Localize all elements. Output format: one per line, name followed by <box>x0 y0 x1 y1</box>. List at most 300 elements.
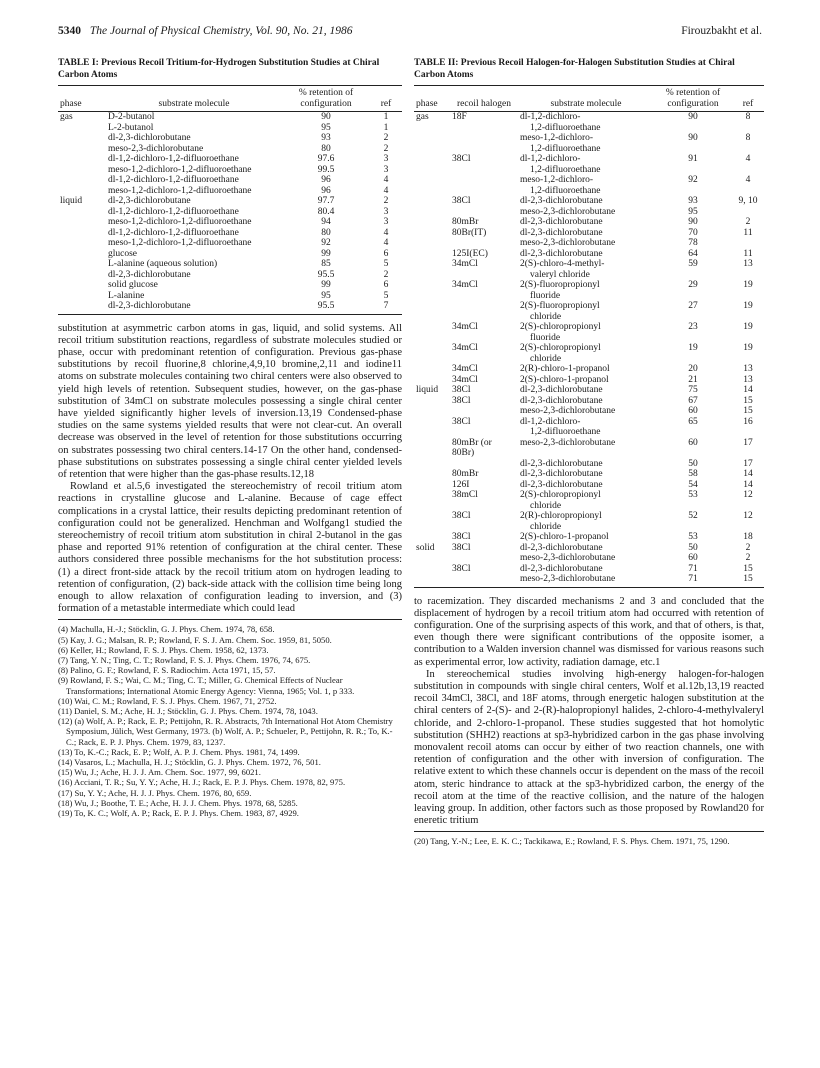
cell-substrate <box>518 438 654 459</box>
cell-substrate <box>518 249 654 260</box>
cell-retention: 95.5 <box>282 301 370 314</box>
table-row <box>414 396 764 407</box>
cell-ref: 1 <box>383 122 389 133</box>
cell-phase <box>58 259 106 270</box>
reference-entry: (18) Wu, J.; Boothe, T. E.; Ache, H. J. J. Chem. Phys. 1978, 68, 5285. <box>58 797 298 808</box>
cell-ref: 6 <box>383 280 389 290</box>
substrate-line: dl-1,2-dichloro- <box>520 416 581 427</box>
substrate-line: 2(S)-fluoropropionyl <box>520 301 600 311</box>
cell-retention: 95 <box>321 290 331 301</box>
table-row <box>58 249 402 260</box>
substrate-line: 2(S)-fluoropropionyl <box>520 280 600 290</box>
substrate-line: dl-2,3-dichlorobutane <box>520 385 603 395</box>
cell-ref: 9, 10 <box>738 196 758 206</box>
cell-retention: 99 <box>321 280 331 290</box>
table-row <box>58 112 402 123</box>
substrate-line: dl-2,3-dichlorobutane <box>520 469 603 479</box>
cell-substrate: dl-1,2-dichloro-1,2-difluoroethane <box>108 227 239 238</box>
table-row <box>414 364 764 375</box>
cell-substrate: dl-2,3-dichlorobutane <box>108 196 191 206</box>
substrate-line-cont: chloride <box>530 311 562 322</box>
table-row <box>58 175 402 186</box>
cell-retention: 95.5 <box>317 269 335 280</box>
cell-retention: 80 <box>321 227 331 238</box>
cell-phase <box>414 459 450 470</box>
table-row <box>414 375 764 386</box>
substrate-line: 2(R)-chloropropionyl <box>520 511 602 521</box>
substrate-line: dl-2,3-dichlorobutane <box>520 227 603 238</box>
cell-phase <box>58 217 106 228</box>
substrate-line: 2(S)-chloropropionyl <box>520 343 601 353</box>
cell-phase <box>58 301 106 314</box>
substrate-line: meso-2,3-dichlorobutane <box>520 574 616 584</box>
cell-ref: 16 <box>743 416 753 427</box>
cell-retention: 97.6 <box>317 154 335 164</box>
cell-ref: 12 <box>743 511 753 521</box>
cell-phase <box>58 280 106 291</box>
table-row <box>58 301 402 314</box>
cell-ref: 3 <box>383 217 389 227</box>
substrate-line: dl-2,3-dichlorobutane <box>520 542 603 553</box>
cell-retention: 96 <box>321 185 331 196</box>
cell-ref: 11 <box>743 248 753 259</box>
cell-substrate <box>518 217 654 228</box>
cell-ref: 15 <box>743 563 753 574</box>
left-column <box>58 58 402 818</box>
running-header-authors: Firouzbakht et al. <box>681 25 762 37</box>
cell-retention: 71 <box>654 574 732 587</box>
cell-phase <box>58 249 106 260</box>
cell-halogen <box>450 406 518 417</box>
cell-halogen <box>450 207 518 218</box>
cell-retention: 70 <box>688 227 698 238</box>
cell-phase: liquid <box>60 196 83 206</box>
t1-header-substrate: substrate molecule <box>106 86 282 112</box>
paragraph: In stereochemical studies involving high-energy halogen-for-halogen substitution in compounds with single chiral centers, Wolf et al.12b,13,19 reacted recoil 34mCl, 38Cl, and 18F atoms, through energetic halogen substitution at the chiral centers of 2-(S)- and 2-(R)-halopropionyl halides, 2-chloro-4-methylvaleryl chloride, and 2-chloro-1-propanol. These studies suggested that hot homolytic substitution (SHH2) reactions at sp3-hybridized carbon in the gas phase involving monovalent recoil atoms can occur by either of two reaction channels, one with retention of configuration and the other with inversion of configuration. The relative extent to which these channels occur is dependent on the mass of the recoil atom, steric hindrance to attack at the sp3-hybridized carbon, the energy of the recoil atom at the time of the reactive collision, and the nature of the halogen leaving group. In addition, other factors such as those proposed by Rowland20 for eneretic tritium <box>414 668 764 827</box>
cell-substrate <box>518 259 654 280</box>
substrate-line: 2(S)-chloro-4-methyl- <box>520 259 605 269</box>
cell-retention: 60 <box>688 553 698 563</box>
cell-substrate <box>518 228 654 239</box>
substrate-line: 2(S)-chloropropionyl <box>520 322 601 332</box>
cell-retention: 92 <box>688 175 698 185</box>
cell-substrate: L-2-butanol <box>108 122 154 133</box>
cell-phase: solid <box>416 542 435 553</box>
reference-entry: (7) Tang, Y. N.; Ting, C. T.; Rowland, F. S. J. Phys. Chem. 1976, 74, 675. <box>58 654 311 665</box>
substrate-line: meso-2,3-dichlorobutane <box>520 238 616 248</box>
table-row <box>58 280 402 291</box>
cell-phase <box>414 175 450 196</box>
cell-ref: 11 <box>743 227 753 238</box>
table-row <box>414 532 764 543</box>
cell-phase <box>414 553 450 564</box>
table-row <box>414 417 764 438</box>
cell-substrate <box>518 238 654 249</box>
cell-substrate: meso-1,2-dichloro-1,2-difluoroethane <box>108 185 252 196</box>
cell-retention: 99 <box>321 248 331 259</box>
t2-header-ref: ref <box>732 86 764 112</box>
table-row <box>58 217 402 228</box>
table-row <box>414 564 764 575</box>
cell-ref: 17 <box>743 458 753 469</box>
table-row <box>58 207 402 218</box>
table-row <box>58 270 402 281</box>
cell-phase: liquid <box>416 385 439 395</box>
substrate-line-cont: 1,2-difluoroethane <box>530 164 601 175</box>
t2-header-halogen: recoil halogen <box>450 86 518 112</box>
cell-retention: 75 <box>688 385 698 395</box>
substrate-line: dl-2,3-dichlorobutane <box>520 196 603 206</box>
substrate-line: meso-2,3-dichlorobutane <box>520 437 616 448</box>
cell-halogen: 34mCl <box>452 259 478 269</box>
cell-substrate <box>518 364 654 375</box>
substrate-line-cont: chloride <box>530 521 562 532</box>
cell-phase <box>414 217 450 228</box>
paragraph: to racemization. They discarded mechanisms 2 and 3 and concluded that the displacement of hydrogen by a recoil tritium atom had occurred with retention of configuration. One of the surprising aspects of this work, and that of others, is that, even though there were significant contributions of the opposite isomer, a contribution to a Walden inversion channel was dismissed for various reasons such as experimental error, low activity, radiation damage, etc.1 <box>414 595 764 668</box>
substrate-line: dl-1,2-dichloro- <box>520 154 581 164</box>
table-row <box>414 228 764 239</box>
cell-retention: 64 <box>688 248 698 259</box>
cell-substrate: dl-2,3-dichlorobutane <box>108 133 191 143</box>
cell-substrate <box>518 112 654 134</box>
cell-ref: 4 <box>383 238 389 248</box>
cell-retention: 93 <box>688 196 698 206</box>
cell-retention: 59 <box>688 259 698 269</box>
t1-header-ref: ref <box>370 86 402 112</box>
cell-phase <box>58 207 106 218</box>
cell-halogen: 34mCl <box>452 364 478 374</box>
cell-halogen: 38Cl <box>452 154 471 164</box>
cell-ref: 12 <box>743 490 753 500</box>
t1-header-retention: % retention of configuration <box>282 86 370 112</box>
table-row <box>414 196 764 207</box>
cell-ref: 15 <box>743 406 753 416</box>
cell-halogen <box>450 301 518 322</box>
cell-halogen: 80mBr <box>452 217 479 227</box>
cell-ref: 19 <box>743 301 753 311</box>
cell-halogen: 125I(EC) <box>452 248 488 259</box>
cell-halogen: 80mBr (or 80Br) <box>452 437 492 458</box>
cell-phase <box>414 280 450 301</box>
cell-phase <box>414 417 450 438</box>
cell-retention: 97.7 <box>317 196 335 206</box>
table-row <box>414 249 764 260</box>
cell-ref: 3 <box>383 164 389 175</box>
substrate-line-cont: 1,2-difluoroethane <box>530 122 601 133</box>
table2 <box>414 85 764 588</box>
cell-phase <box>414 207 450 218</box>
cell-phase <box>414 301 450 322</box>
page-number: 5340 <box>58 25 81 37</box>
reference-entry: (12) (a) Wolf, A. P.; Rack, E. P.; Pettijohn, R. R. Abstracts, 7th International Hot Atom Chemistry Symposium, Jülich, West Germany, 1973. (b) Wolf, A. P.; Schueler, P., Pettijohn, R. R.; To, K.-C.; Rack, E. P. J. Phys. Chem. 1979, 83, 1237. <box>58 716 393 747</box>
cell-ref: 1 <box>383 112 389 122</box>
table-row <box>414 511 764 532</box>
cell-ref: 2 <box>383 133 389 143</box>
cell-phase <box>414 364 450 375</box>
substrate-line: meso-2,3-dichlorobutane <box>520 553 616 563</box>
cell-phase <box>414 154 450 175</box>
cell-retention: 21 <box>688 374 698 385</box>
cell-substrate <box>518 154 654 175</box>
table-row <box>58 291 402 302</box>
cell-substrate <box>518 301 654 322</box>
table-row <box>58 165 402 176</box>
cell-ref: 2 <box>383 196 389 206</box>
substrate-line: 2(S)-chloro-1-propanol <box>520 374 609 385</box>
cell-substrate <box>518 574 654 587</box>
cell-substrate: D-2-butanol <box>108 112 155 122</box>
cell-substrate: meso-1,2-dichloro-1,2-difluoroethane <box>108 238 252 248</box>
cell-retention: 29 <box>688 280 698 290</box>
cell-phase <box>58 133 106 144</box>
cell-halogen: 38Cl <box>452 416 471 427</box>
substrate-line-cont: fluoride <box>530 332 561 343</box>
right-body-text <box>414 596 764 828</box>
cell-halogen: 38mCl <box>452 490 478 500</box>
cell-phase <box>58 228 106 239</box>
paragraph: substitution at asymmetric carbon atoms in gas, liquid, and solid systems. All recoil tritium substitution reactions, regardless of substrate molecules studied or phase, occur with predominant retention of configuration. Previous gas-phase substitutions by recoil fluorine,8 chlorine,4,9,10 bromine,2,11 and iodine11 atoms on substrate molecules containing two chiral centers were also observed to yield high levels of retention. Subsequent studies, however, on the gas-phase substitution of 34mCl on substrate molecules possessing a single chiral center have yielded significantly higher levels of inversion.13,19 Condensed-phase studies on the same systems yielded results that were not clear-cut. An overall decrease was observed in the level of retention for those substitutions occurring on substrates possessing two chiral centers.14-17 On the other hand, condensed-phase substitutions on substrates possessing a single chiral center yielded levels of retention that were higher than the gas-phase results.12,18 <box>58 322 402 480</box>
cell-substrate: dl-1,2-dichloro-1,2-difluoroethane <box>108 175 239 185</box>
substrate-line: meso-1,2-dichloro- <box>520 175 594 185</box>
reference-entry: (8) Palino, G. F.; Rowland, F. S. Radiochim. Acta 1971, 15, 57. <box>58 665 276 676</box>
cell-retention: 53 <box>688 490 698 500</box>
cell-ref: 2 <box>745 217 751 227</box>
cell-retention: 90 <box>688 217 698 227</box>
cell-phase <box>414 490 450 511</box>
cell-substrate: dl-1,2-dichloro-1,2-difluoroethane <box>108 206 239 217</box>
footnote-references <box>58 619 402 818</box>
cell-retention: 23 <box>688 322 698 332</box>
footnote-references <box>414 831 764 846</box>
cell-retention: 60 <box>688 406 698 416</box>
cell-substrate: meso-1,2-dichloro-1,2-difluoroethane <box>108 217 252 227</box>
t2-header-phase: phase <box>414 86 450 112</box>
cell-ref: 2 <box>745 542 751 553</box>
cell-halogen <box>450 175 518 196</box>
table-row <box>414 154 764 175</box>
table-row <box>58 154 402 165</box>
cell-retention: 90 <box>688 112 698 122</box>
cell-phase <box>414 375 450 386</box>
cell-substrate: glucose <box>108 248 138 259</box>
cell-phase <box>58 291 106 302</box>
cell-retention: 95 <box>688 206 698 217</box>
substrate-line: dl-2,3-dichlorobutane <box>520 248 603 259</box>
cell-phase <box>414 196 450 207</box>
table2-body <box>414 112 764 588</box>
cell-ref: 14 <box>743 479 753 490</box>
cell-ref: 14 <box>743 385 753 395</box>
table-row <box>414 207 764 218</box>
substrate-line: dl-2,3-dichlorobutane <box>520 563 603 574</box>
reference-entry: (9) Rowland, F. S.; Wai, C. M.; Ting, C. T.; Miller, G. Chemical Effects of Nuclear Transformations; International Atomic Energy Agency: Vienna, 1965; Vol. 1, p 333. <box>58 675 355 696</box>
substrate-line: dl-2,3-dichlorobutane <box>520 479 603 490</box>
cell-substrate: meso-1,2-dichloro-1,2-difluoroethane <box>108 164 252 175</box>
substrate-line-cont: valeryl chloride <box>530 269 590 280</box>
cell-ref: 3 <box>383 154 389 164</box>
cell-retention: 19 <box>688 343 698 353</box>
substrate-line: meso-1,2-dichloro- <box>520 133 594 143</box>
cell-phase <box>58 270 106 281</box>
reference-entry: (14) Vasaros, L.; Machulla, H. J.; Stöcklin, G. J. Phys. Chem. 1972, 76, 501. <box>58 757 321 768</box>
reference-entry: (6) Keller, H.; Rowland, F. S. J. Phys. Chem. 1958, 62, 1373. <box>58 644 269 655</box>
cell-halogen <box>450 133 518 154</box>
cell-substrate <box>518 196 654 207</box>
cell-ref: 8 <box>745 112 751 122</box>
cell-retention: 50 <box>688 458 698 469</box>
cell-retention: 52 <box>688 511 698 521</box>
cell-retention: 94 <box>321 217 331 227</box>
cell-phase <box>58 165 106 176</box>
cell-phase <box>58 175 106 186</box>
cell-phase <box>414 469 450 480</box>
substrate-line-cont: 1,2-difluoroethane <box>530 427 601 437</box>
reference-entry: (19) To, K. C.; Wolf, A. P.; Rack, E. P. J. Phys. Chem. 1983, 87, 4929. <box>58 808 299 819</box>
cell-substrate <box>518 511 654 532</box>
cell-halogen: 80Br(IT) <box>452 227 487 238</box>
table-row <box>58 228 402 239</box>
table-row <box>58 144 402 155</box>
cell-ref: 19 <box>743 343 753 353</box>
cell-substrate <box>518 133 654 154</box>
reference-entry: (11) Daniel, S. M.; Ache, H. J.; Stöcklin, G. J. Phys. Chem. 1974, 78, 1043. <box>58 706 318 716</box>
table1-caption: TABLE I: Previous Recoil Tritium-for-Hydrogen Substitution Studies at Chiral Carbon Atoms <box>58 58 380 80</box>
cell-halogen <box>450 574 518 587</box>
cell-retention: 96 <box>321 175 331 185</box>
cell-substrate <box>518 469 654 480</box>
cell-retention: 91 <box>688 154 698 164</box>
reference-entry: (15) Wu, J.; Ache, H. J. J. Am. Chem. Soc. 1977, 99, 6021. <box>58 767 261 778</box>
table-row <box>414 438 764 459</box>
substrate-line-cont: chloride <box>530 353 562 364</box>
table-row <box>414 490 764 511</box>
cell-phase <box>414 480 450 491</box>
substrate-line: meso-2,3-dichlorobutane <box>520 206 616 217</box>
cell-halogen: 34mCl <box>452 280 478 290</box>
table-row <box>414 280 764 301</box>
cell-ref <box>732 238 764 249</box>
cell-phase <box>414 343 450 364</box>
cell-phase <box>414 249 450 260</box>
cell-retention: 92 <box>321 238 331 248</box>
table2-caption: TABLE II: Previous Recoil Halogen-for-Halogen Substitution Studies at Chiral Carbon Atoms <box>414 58 735 80</box>
substrate-line-cont: fluoride <box>530 290 561 301</box>
cell-halogen <box>450 553 518 564</box>
left-body-text <box>58 323 402 616</box>
table-row <box>414 406 764 417</box>
cell-ref: 4 <box>745 154 751 164</box>
cell-retention: 93 <box>321 133 331 143</box>
cell-phase <box>58 144 106 155</box>
cell-substrate <box>518 343 654 364</box>
table-row <box>414 553 764 564</box>
substrate-line: dl-2,3-dichlorobutane <box>520 395 603 406</box>
cell-substrate <box>518 553 654 564</box>
table-row <box>414 175 764 196</box>
cell-halogen <box>450 238 518 249</box>
cell-substrate <box>518 207 654 218</box>
cell-halogen: 38Cl <box>452 385 471 395</box>
cell-retention: 95 <box>321 122 331 133</box>
substrate-line-cont: 1,2-difluoroethane <box>530 185 601 196</box>
reference-entry: (4) Machulla, H.-J.; Stöcklin, G. J. Phys. Chem. 1974, 78, 658. <box>58 624 275 635</box>
paragraph: Rowland et al.5,6 investigated the stereochemistry of recoil tritium atom reactions in crystalline glucose and L-alanine. Because of cage effect complications in a crystal lattice, their results depicting predominant retention of configuration could not be generalized. Henchman and Wolfgang1 studied the stereochemistry of recoil tritium atom substitution in chiral 2-butanol in the gas phase and reported 91% retention of configuration at the chiral center. These authors considered three possible mechanisms for the hot substitution process: (1) a direct front-side attack by the recoil tritium atom on hydrogen leading to retention of configuration, (2) back-side attack with the collision time being long enough to allow relaxation of configuration leading to inversion, and (3) formation of a metastable intermediate which could lead <box>58 481 402 615</box>
substrate-line-cont: chloride <box>530 500 562 511</box>
cell-ref: 5 <box>383 290 389 301</box>
cell-retention: 65 <box>688 416 698 427</box>
cell-substrate <box>518 322 654 343</box>
cell-halogen: 126I <box>452 479 470 490</box>
cell-retention: 85 <box>321 259 331 269</box>
cell-phase <box>58 238 106 249</box>
cell-ref: 13 <box>743 374 753 385</box>
table1 <box>58 85 402 315</box>
t1-header-phase: phase <box>58 86 106 112</box>
cell-substrate <box>518 406 654 417</box>
cell-phase: gas <box>60 112 73 122</box>
cell-ref <box>732 207 764 218</box>
cell-ref: 13 <box>743 259 753 269</box>
cell-phase <box>414 406 450 417</box>
cell-phase <box>414 396 450 407</box>
cell-ref: 15 <box>732 574 764 587</box>
cell-retention: 54 <box>688 479 698 490</box>
cell-substrate: solid glucose <box>108 280 158 290</box>
table-row <box>414 543 764 554</box>
cell-substrate: meso-2,3-dichlorobutane <box>108 143 204 154</box>
cell-retention: 78 <box>688 238 698 248</box>
cell-retention: 60 <box>688 437 698 448</box>
cell-ref: 2 <box>383 269 389 280</box>
table-row <box>414 133 764 154</box>
cell-retention: 71 <box>688 563 698 574</box>
cell-ref: 3 <box>383 206 389 217</box>
reference-entry: (16) Acciani, T. R.; Su, Y. Y.; Ache, H. J.; Rack, E. P. J. Phys. Chem. 1978, 82, 975. <box>58 777 346 788</box>
cell-substrate <box>518 385 654 396</box>
journal-title: The Journal of Physical Chemistry, Vol. 90, No. 21, 1986 <box>89 25 353 37</box>
reference-entry: (5) Kay, J. G.; Malsan, R. P.; Rowland, F. S. J. Am. Chem. Soc. 1959, 81, 5050. <box>58 634 332 645</box>
table-row <box>414 574 764 587</box>
cell-retention: 20 <box>688 364 698 374</box>
running-header-left <box>58 25 352 37</box>
table-row <box>58 133 402 144</box>
cell-halogen <box>450 459 518 470</box>
cell-ref: 19 <box>743 322 753 332</box>
cell-ref: 5 <box>383 259 389 269</box>
cell-retention: 90 <box>688 133 698 143</box>
cell-phase <box>58 186 106 197</box>
table-row <box>414 238 764 249</box>
cell-ref: 14 <box>743 469 753 479</box>
cell-retention: 50 <box>688 542 698 553</box>
table-row <box>414 343 764 364</box>
cell-ref: 4 <box>745 175 751 185</box>
table-row <box>58 238 402 249</box>
cell-retention: 90 <box>321 112 331 122</box>
cell-retention: 27 <box>688 301 698 311</box>
reference-entry: (17) Su, Y. Y.; Ache, H. J. J. Phys. Chem. 1976, 80, 659. <box>58 787 252 798</box>
cell-ref: 15 <box>743 395 753 406</box>
cell-ref: 7 <box>370 301 402 314</box>
table-row <box>414 259 764 280</box>
cell-substrate: L-alanine <box>108 290 145 301</box>
right-column <box>414 58 764 847</box>
cell-phase <box>414 532 450 543</box>
cell-ref: 18 <box>743 532 753 542</box>
cell-substrate <box>518 564 654 575</box>
cell-substrate: dl-2,3-dichlorobutane <box>108 269 191 280</box>
cell-halogen: 34mCl <box>452 322 478 332</box>
